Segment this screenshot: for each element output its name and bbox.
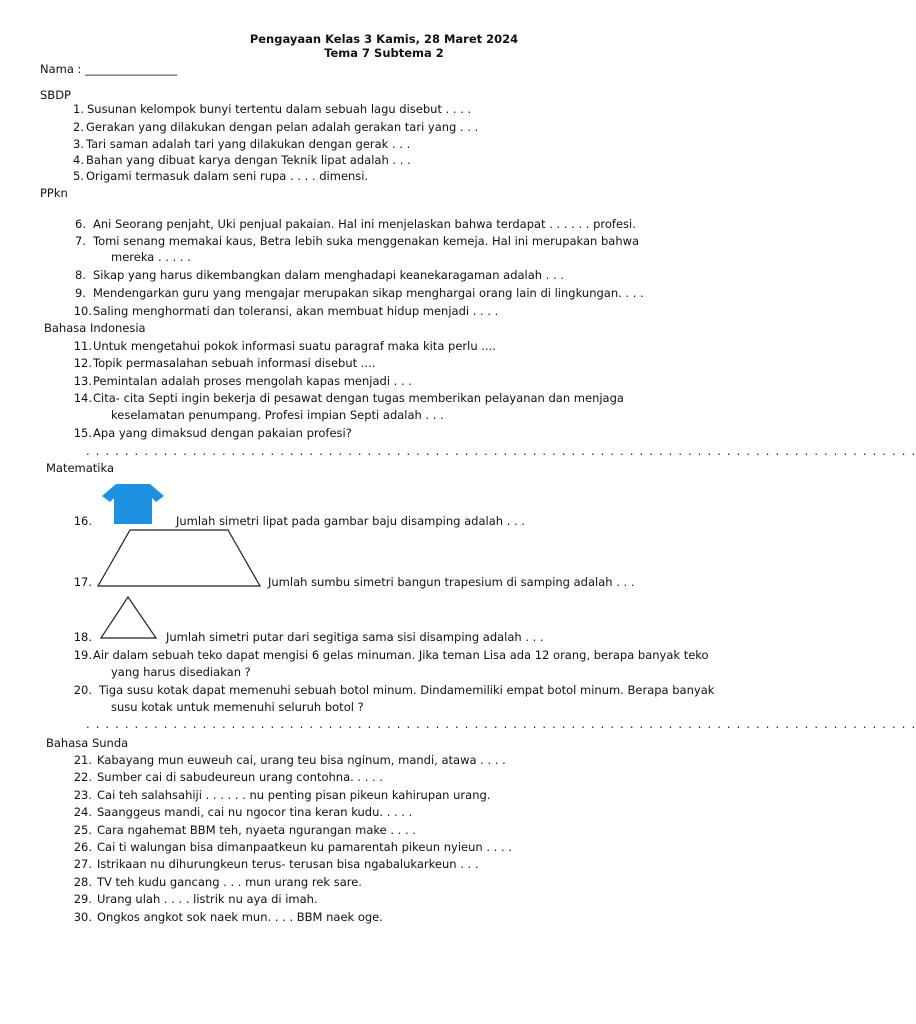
answer-dotted-line: . . . . . . . . . . . . . . . . . . . . . . . . . . . . . . . . . . . . . . . . . . . . . . . . . . . . . . . . . . . . . . . . . . . . . . . . . . . . . . . . . . . . . . <box>86 717 916 731</box>
question-number: 15. <box>73 426 92 440</box>
question-text: Cara ngahemat BBM teh, nyaeta ngurangan make . . . . <box>97 823 416 837</box>
question-number: 4. <box>73 153 84 167</box>
question-text: Tiga susu kotak dapat memenuhi sebuah botol minum. Dindamemiliki empat botol minum. Berapa banyak <box>99 683 715 697</box>
question-text-continued: mereka . . . . . <box>111 250 191 264</box>
question-number: 13. <box>73 374 92 388</box>
question-number: 16. <box>73 514 92 528</box>
question-text: Jumlah sumbu simetri bangun trapesium di samping adalah . . . <box>268 575 635 589</box>
question-number: 1. <box>73 102 84 116</box>
question-text: TV teh kudu gancang . . . mun urang rek sare. <box>97 875 362 889</box>
question-text: Saling menghormati dan toleransi, akan membuat hidup menjadi . . . . <box>93 304 499 318</box>
question-number: 23. <box>73 788 92 802</box>
question-text: Ongkos angkot sok naek mun. . . . BBM naek oge. <box>97 910 383 924</box>
question-text-continued: keselamatan penumpang. Profesi impian Septi adalah . . . <box>111 408 444 422</box>
question-text-continued: susu kotak untuk memenuhi seluruh botol ? <box>111 700 364 714</box>
question-text: Bahan yang dibuat karya dengan Teknik lipat adalah . . . <box>86 153 411 167</box>
question-text: Cai ti walungan bisa dimanpaatkeun ku pamarentah pikeun nyieun . . . . <box>97 840 512 854</box>
question-text-continued: yang harus disediakan ? <box>111 665 251 679</box>
section-bahasa-sunda: Bahasa Sunda <box>46 736 129 750</box>
question-number: 6. <box>75 217 86 231</box>
section-sbdp: SBDP <box>40 88 71 102</box>
question-number: 8. <box>75 268 86 282</box>
question-text: Origami termasuk dalam seni rupa . . . . dimensi. <box>86 169 369 183</box>
trapezoid-figure <box>94 528 264 590</box>
question-text: Istrikaan nu dihurungkeun terus- terusan bisa ngabalukarkeun . . . <box>97 857 479 871</box>
question-number: 29. <box>73 892 92 906</box>
question-text: Air dalam sebuah teko dapat mengisi 6 gelas minuman. Jika teman Lisa ada 12 orang, berapa banyak teko <box>93 648 709 662</box>
question-text: Untuk mengetahui pokok informasi suatu paragraf maka kita perlu .... <box>93 339 496 353</box>
question-text: Tari saman adalah tari yang dilakukan dengan gerak . . . <box>86 137 411 151</box>
question-text: Urang ulah . . . . listrik nu aya di imah. <box>97 892 318 906</box>
page-title: Pengayaan Kelas 3 Kamis, 28 Maret 2024 <box>249 32 519 46</box>
question-number: 28. <box>73 875 92 889</box>
question-text: Apa yang dimaksud dengan pakaian profesi? <box>93 426 352 440</box>
question-number: 25. <box>73 823 92 837</box>
name-field-label: Nama : ________________ <box>40 62 178 76</box>
question-number: 30. <box>73 910 92 924</box>
shirt-icon <box>100 482 166 526</box>
question-number: 2. <box>73 120 84 134</box>
page-subtitle: Tema 7 Subtema 2 <box>324 46 444 60</box>
question-text: Jumlah simetri lipat pada gambar baju disamping adalah . . . <box>176 514 525 528</box>
question-text: Ani Seorang penjaht, Uki penjual pakaian. Hal ini menjelaskan bahwa terdapat . . . . . . profesi. <box>93 217 636 231</box>
question-text: Cita- cita Septi ingin bekerja di pesawat dengan tugas memberikan pelayanan dan menjaga <box>93 391 624 405</box>
section-matematika: Matematika <box>46 461 115 475</box>
question-number: 9. <box>75 286 86 300</box>
question-number: 17. <box>73 575 92 589</box>
question-number: 18. <box>73 630 92 644</box>
triangle-figure <box>98 594 160 642</box>
question-number: 11. <box>73 339 92 353</box>
question-text: Saanggeus mandi, cai nu ngocor tina keran kudu. . . . . <box>97 805 413 819</box>
question-text: Jumlah simetri putar dari segitiga sama sisi disamping adalah . . . <box>166 630 544 644</box>
question-text: Topik permasalahan sebuah informasi disebut .... <box>93 356 376 370</box>
question-number: 12. <box>73 356 92 370</box>
question-number: 3. <box>73 137 84 151</box>
question-number: 24. <box>73 805 92 819</box>
question-text: Pemintalan adalah proses mengolah kapas menjadi . . . <box>93 374 412 388</box>
question-number: 5. <box>73 169 84 183</box>
question-number: 14. <box>73 391 92 405</box>
section-ppkn: PPkn <box>40 186 68 200</box>
question-number: 21. <box>73 753 92 767</box>
question-number: 19. <box>73 648 92 662</box>
question-number: 27. <box>73 857 92 871</box>
section-bahasa-indonesia: Bahasa Indonesia <box>44 321 146 335</box>
question-number: 20. <box>73 683 92 697</box>
question-text: Sikap yang harus dikembangkan dalam menghadapi keanekaragaman adalah . . . <box>93 268 565 282</box>
question-text: Sumber cai di sabudeureun urang contohna. . . . . <box>97 770 384 784</box>
answer-dotted-line: . . . . . . . . . . . . . . . . . . . . . . . . . . . . . . . . . . . . . . . . . . . . . . . . . . . . . . . . . . . . . . . . . . . . . . . . . . . . . . . . . . . . . . <box>86 444 916 458</box>
question-text: Kabayang mun euweuh cai, urang teu bisa nginum, mandi, atawa . . . . <box>97 753 506 767</box>
question-text: Tomi senang memakai kaus, Betra lebih suka menggenakan kemeja. Hal ini merupakan bahwa <box>93 234 640 248</box>
question-number: 10. <box>73 304 92 318</box>
question-text: Susunan kelompok bunyi tertentu dalam sebuah lagu disebut . . . . <box>87 102 472 116</box>
question-number: 7. <box>75 234 86 248</box>
question-text: Gerakan yang dilakukan dengan pelan adalah gerakan tari yang . . . <box>86 120 479 134</box>
question-number: 22. <box>73 770 92 784</box>
question-text: Cai teh salahsahiji . . . . . . nu penting pisan pikeun kahirupan urang. <box>97 788 491 802</box>
question-text: Mendengarkan guru yang mengajar merupakan sikap menghargai orang lain di lingkungan. . . . <box>93 286 644 300</box>
question-number: 26. <box>73 840 92 854</box>
